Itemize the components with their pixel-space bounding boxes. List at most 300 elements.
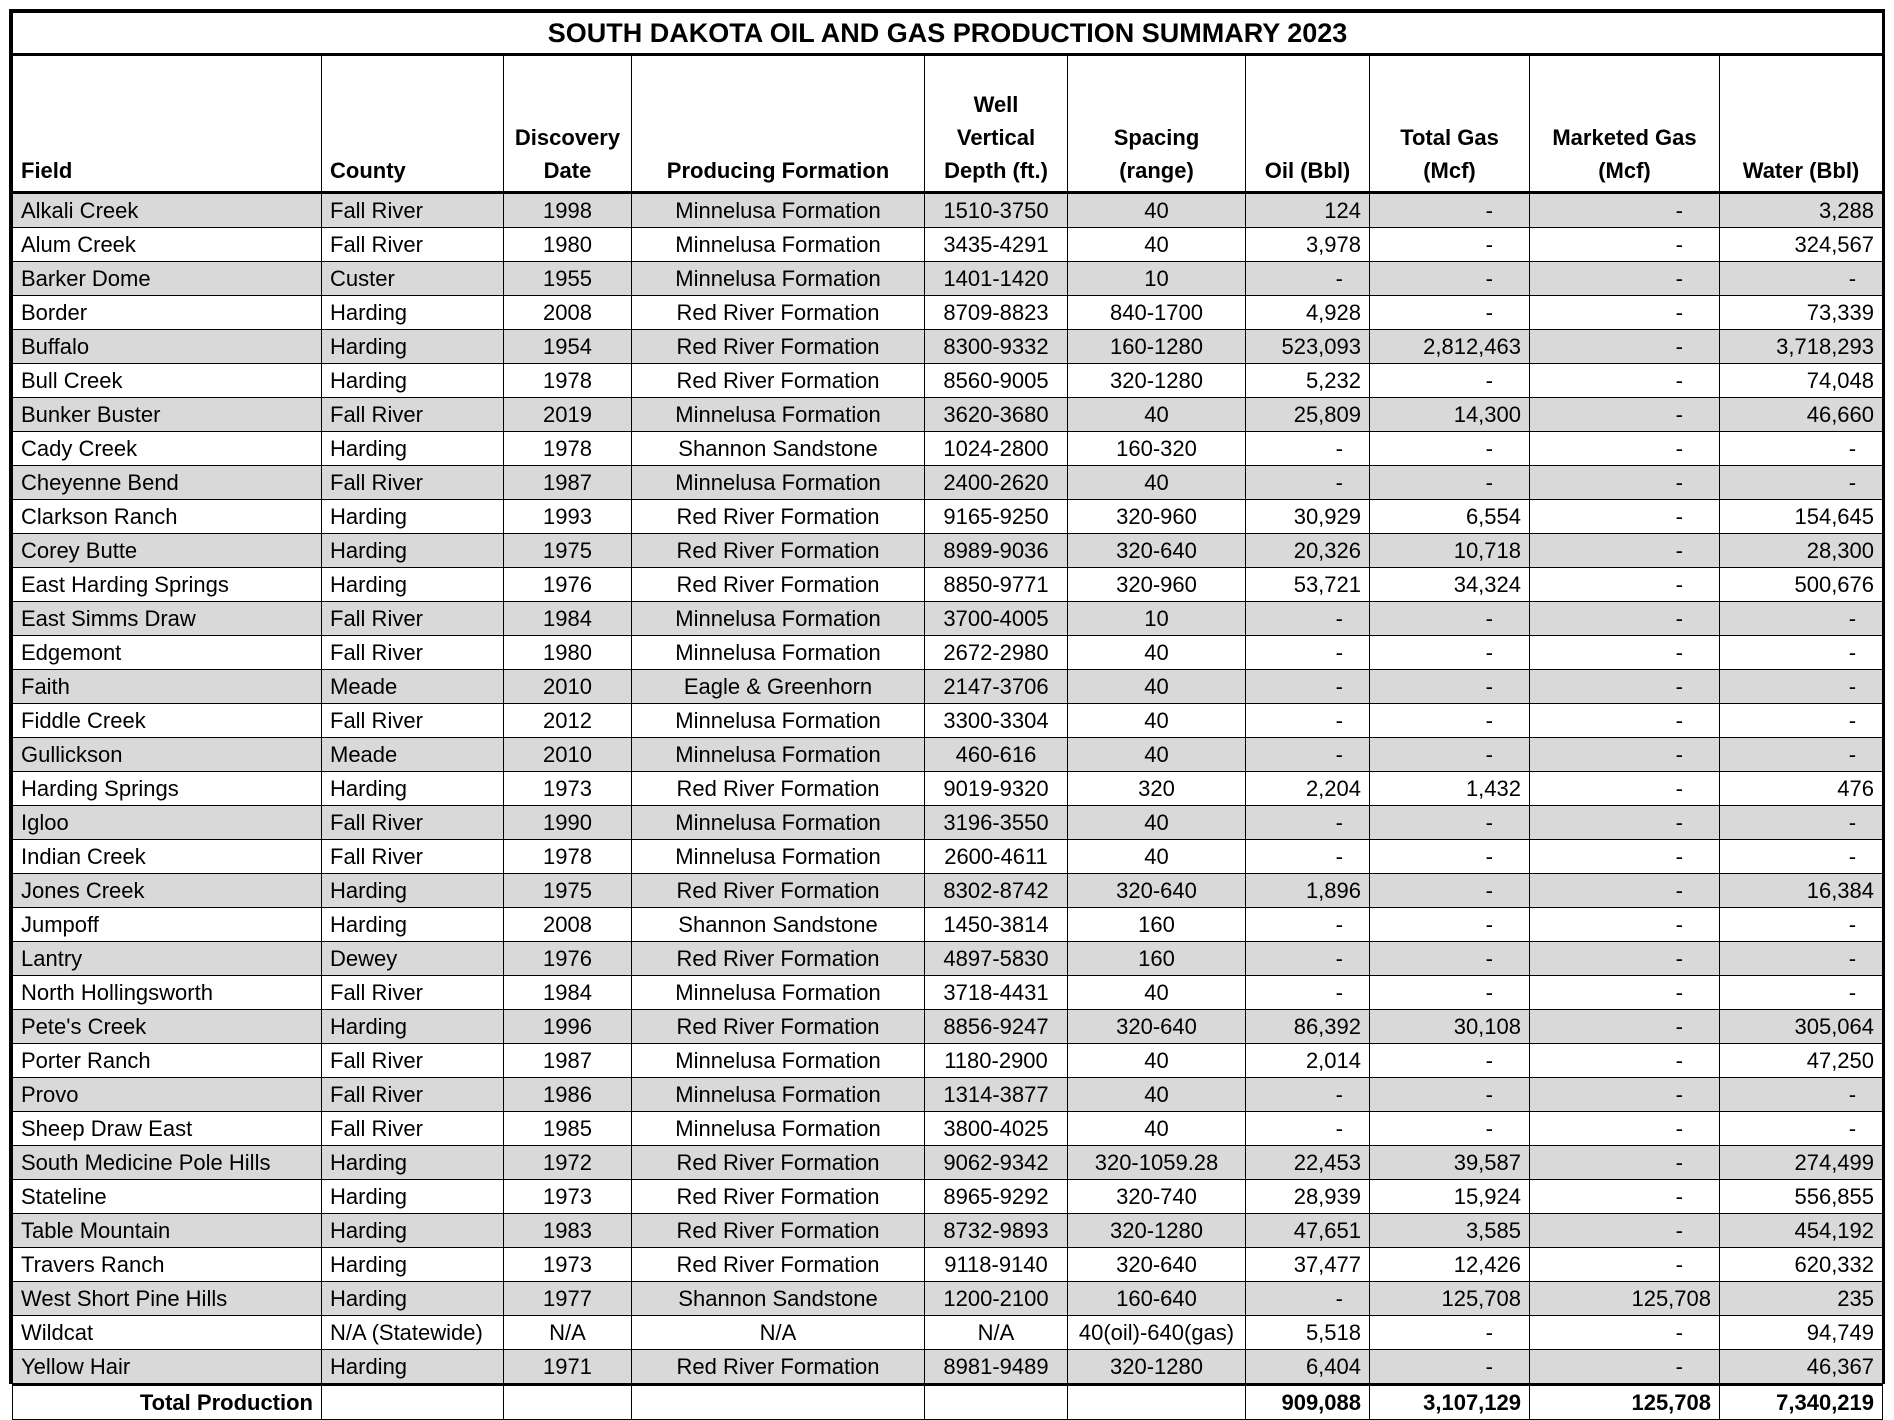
cell-formation: Red River Formation — [632, 772, 925, 806]
cell-marketed-gas: - — [1530, 1146, 1720, 1180]
cell-county: Harding — [322, 432, 504, 466]
cell-spacing: 40 — [1068, 466, 1246, 500]
cell-total-gas: - — [1370, 364, 1530, 398]
cell-spacing: 40 — [1068, 670, 1246, 704]
cell-county: Harding — [322, 1180, 504, 1214]
cell-county: Harding — [322, 1282, 504, 1316]
cell-discovery-date: 1984 — [504, 602, 632, 636]
cell-total-gas: 30,108 — [1370, 1010, 1530, 1044]
cell-total-gas: - — [1370, 1078, 1530, 1112]
cell-discovery-date: 1987 — [504, 466, 632, 500]
cell-formation: Minnelusa Formation — [632, 1112, 925, 1146]
cell-total-gas: - — [1370, 466, 1530, 500]
cell-field: Border — [13, 296, 322, 330]
cell-spacing: 320-640 — [1068, 534, 1246, 568]
cell-discovery-date: 1975 — [504, 534, 632, 568]
cell-field: Harding Springs — [13, 772, 322, 806]
cell-discovery-date: 1984 — [504, 976, 632, 1010]
cell-discovery-date: 1978 — [504, 364, 632, 398]
cell-total-gas: - — [1370, 636, 1530, 670]
cell-marketed-gas: - — [1530, 1010, 1720, 1044]
cell-formation: Red River Formation — [632, 1214, 925, 1248]
cell-field: Barker Dome — [13, 262, 322, 296]
cell-depth: N/A — [925, 1316, 1068, 1350]
cell-depth: 9118-9140 — [925, 1248, 1068, 1282]
cell-marketed-gas: - — [1530, 738, 1720, 772]
cell-field: West Short Pine Hills — [13, 1282, 322, 1316]
cell-county: Fall River — [322, 806, 504, 840]
cell-depth: 8300-9332 — [925, 330, 1068, 364]
cell-total-gas: - — [1370, 738, 1530, 772]
cell-discovery-date: 2008 — [504, 908, 632, 942]
cell-depth: 1510-3750 — [925, 193, 1068, 228]
cell-total-gas: - — [1370, 262, 1530, 296]
cell-formation: Red River Formation — [632, 330, 925, 364]
cell-spacing: 10 — [1068, 262, 1246, 296]
cell-depth: 3300-3304 — [925, 704, 1068, 738]
table-row — [13, 1112, 1883, 1146]
cell-oil: - — [1246, 908, 1370, 942]
cell-discovery-date: 1998 — [504, 193, 632, 228]
header-spacing: Spacing (range) — [1068, 55, 1246, 193]
cell-field: East Harding Springs — [13, 568, 322, 602]
cell-marketed-gas: - — [1530, 568, 1720, 602]
total-gas: 3,107,129 — [1370, 1385, 1530, 1420]
cell-field: Sheep Draw East — [13, 1112, 322, 1146]
cell-water: 46,367 — [1720, 1350, 1883, 1385]
cell-total-gas: - — [1370, 874, 1530, 908]
table-row — [13, 806, 1883, 840]
cell-total-gas: 12,426 — [1370, 1248, 1530, 1282]
cell-discovery-date: 1977 — [504, 1282, 632, 1316]
cell-total-gas: 34,324 — [1370, 568, 1530, 602]
cell-formation: Minnelusa Formation — [632, 398, 925, 432]
cell-depth: 2672-2980 — [925, 636, 1068, 670]
cell-depth: 8981-9489 — [925, 1350, 1068, 1385]
cell-marketed-gas: - — [1530, 1248, 1720, 1282]
cell-discovery-date: 1983 — [504, 1214, 632, 1248]
cell-total-gas: - — [1370, 1112, 1530, 1146]
cell-field: Jumpoff — [13, 908, 322, 942]
cell-marketed-gas: - — [1530, 1180, 1720, 1214]
cell-county: Harding — [322, 568, 504, 602]
cell-field: Wildcat — [13, 1316, 322, 1350]
cell-depth: 460-616 — [925, 738, 1068, 772]
cell-depth: 8302-8742 — [925, 874, 1068, 908]
cell-marketed-gas: - — [1530, 840, 1720, 874]
cell-spacing: 160-1280 — [1068, 330, 1246, 364]
cell-field: Faith — [13, 670, 322, 704]
cell-formation: Red River Formation — [632, 296, 925, 330]
cell-spacing: 40 — [1068, 738, 1246, 772]
table-row — [13, 330, 1883, 364]
cell-water: - — [1720, 738, 1883, 772]
cell-formation: Minnelusa Formation — [632, 976, 925, 1010]
cell-marketed-gas: - — [1530, 670, 1720, 704]
cell-discovery-date: 2012 — [504, 704, 632, 738]
cell-discovery-date: 1973 — [504, 772, 632, 806]
cell-marketed-gas: - — [1530, 193, 1720, 228]
table-row — [13, 840, 1883, 874]
cell-discovery-date: 1996 — [504, 1010, 632, 1044]
table-row — [13, 432, 1883, 466]
cell-field: Stateline — [13, 1180, 322, 1214]
cell-water: - — [1720, 432, 1883, 466]
cell-depth: 1180-2900 — [925, 1044, 1068, 1078]
cell-depth: 2600-4611 — [925, 840, 1068, 874]
cell-county: Fall River — [322, 228, 504, 262]
cell-field: Yellow Hair — [13, 1350, 322, 1385]
cell-discovery-date: 1954 — [504, 330, 632, 364]
cell-total-gas: 2,812,463 — [1370, 330, 1530, 364]
cell-field: Bunker Buster — [13, 398, 322, 432]
cell-oil: 28,939 — [1246, 1180, 1370, 1214]
cell-spacing: 40 — [1068, 806, 1246, 840]
header-discovery-date: Discovery Date — [504, 55, 632, 193]
cell-discovery-date: 1972 — [504, 1146, 632, 1180]
cell-field: Porter Ranch — [13, 1044, 322, 1078]
cell-field: Provo — [13, 1078, 322, 1112]
cell-total-gas: 3,585 — [1370, 1214, 1530, 1248]
cell-water: 3,288 — [1720, 193, 1883, 228]
cell-water: - — [1720, 806, 1883, 840]
cell-marketed-gas: - — [1530, 296, 1720, 330]
table-row — [13, 1180, 1883, 1214]
cell-spacing: 160 — [1068, 942, 1246, 976]
cell-field: Corey Butte — [13, 534, 322, 568]
header-county: County — [322, 55, 504, 193]
cell-county: Harding — [322, 330, 504, 364]
cell-field: North Hollingsworth — [13, 976, 322, 1010]
table-row — [13, 1350, 1883, 1385]
cell-marketed-gas: - — [1530, 262, 1720, 296]
cell-spacing: 320-640 — [1068, 874, 1246, 908]
cell-formation: Red River Formation — [632, 364, 925, 398]
cell-spacing: 160-640 — [1068, 1282, 1246, 1316]
cell-discovery-date: 1975 — [504, 874, 632, 908]
cell-depth: 8732-9893 — [925, 1214, 1068, 1248]
cell-formation: Minnelusa Formation — [632, 636, 925, 670]
cell-field: Buffalo — [13, 330, 322, 364]
table-row — [13, 1146, 1883, 1180]
cell-spacing: 320-960 — [1068, 568, 1246, 602]
cell-water: - — [1720, 466, 1883, 500]
cell-marketed-gas: - — [1530, 772, 1720, 806]
production-summary-sheet — [9, 9, 1885, 1415]
cell-marketed-gas: - — [1530, 1214, 1720, 1248]
cell-field: Alkali Creek — [13, 193, 322, 228]
cell-marketed-gas: - — [1530, 500, 1720, 534]
cell-depth: 8965-9292 — [925, 1180, 1068, 1214]
cell-spacing: 320-1059.28 — [1068, 1146, 1246, 1180]
cell-spacing: 320-1280 — [1068, 1214, 1246, 1248]
cell-county: Harding — [322, 534, 504, 568]
cell-oil: - — [1246, 1078, 1370, 1112]
cell-spacing: 320-1280 — [1068, 1350, 1246, 1385]
cell-depth: 1450-3814 — [925, 908, 1068, 942]
cell-county: Harding — [322, 500, 504, 534]
cell-oil: 2,014 — [1246, 1044, 1370, 1078]
table-row — [13, 1010, 1883, 1044]
cell-total-gas: - — [1370, 908, 1530, 942]
cell-oil: 86,392 — [1246, 1010, 1370, 1044]
cell-spacing: 40(oil)-640(gas) — [1068, 1316, 1246, 1350]
cell-formation: Red River Formation — [632, 1146, 925, 1180]
cell-total-gas: - — [1370, 942, 1530, 976]
cell-oil: 4,928 — [1246, 296, 1370, 330]
table-row — [13, 568, 1883, 602]
table-row — [13, 398, 1883, 432]
header-total-gas: Total Gas (Mcf) — [1370, 55, 1530, 193]
cell-total-gas: - — [1370, 296, 1530, 330]
cell-field: Cheyenne Bend — [13, 466, 322, 500]
cell-discovery-date: 2010 — [504, 738, 632, 772]
cell-marketed-gas: - — [1530, 942, 1720, 976]
table-row — [13, 1248, 1883, 1282]
table-row — [13, 500, 1883, 534]
cell-county: Harding — [322, 1350, 504, 1385]
table-row — [13, 228, 1883, 262]
total-row — [13, 1385, 1883, 1420]
cell-oil: - — [1246, 1282, 1370, 1316]
cell-oil: - — [1246, 670, 1370, 704]
cell-oil: 5,232 — [1246, 364, 1370, 398]
cell-county: Fall River — [322, 398, 504, 432]
cell-water: 73,339 — [1720, 296, 1883, 330]
cell-field: Table Mountain — [13, 1214, 322, 1248]
table-row — [13, 262, 1883, 296]
cell-discovery-date: N/A — [504, 1316, 632, 1350]
cell-marketed-gas: - — [1530, 228, 1720, 262]
cell-county: Meade — [322, 670, 504, 704]
production-table — [12, 12, 1883, 1420]
cell-depth: 8856-9247 — [925, 1010, 1068, 1044]
cell-discovery-date: 1987 — [504, 1044, 632, 1078]
cell-field: Bull Creek — [13, 364, 322, 398]
table-row — [13, 704, 1883, 738]
table-row — [13, 193, 1883, 228]
table-row — [13, 1316, 1883, 1350]
cell-discovery-date: 1978 — [504, 432, 632, 466]
cell-water: - — [1720, 670, 1883, 704]
cell-oil: 1,896 — [1246, 874, 1370, 908]
header-well-depth: Well Vertical Depth (ft.) — [925, 55, 1068, 193]
cell-field: Igloo — [13, 806, 322, 840]
cell-water: - — [1720, 942, 1883, 976]
cell-spacing: 160 — [1068, 908, 1246, 942]
cell-formation: Minnelusa Formation — [632, 1078, 925, 1112]
table-body — [13, 193, 1883, 1385]
cell-formation: Red River Formation — [632, 874, 925, 908]
cell-water: 620,332 — [1720, 1248, 1883, 1282]
cell-depth: 4897-5830 — [925, 942, 1068, 976]
cell-oil: 523,093 — [1246, 330, 1370, 364]
cell-marketed-gas: - — [1530, 398, 1720, 432]
cell-water: 154,645 — [1720, 500, 1883, 534]
cell-depth: 3620-3680 — [925, 398, 1068, 432]
cell-spacing: 40 — [1068, 636, 1246, 670]
cell-water: 305,064 — [1720, 1010, 1883, 1044]
cell-water: 324,567 — [1720, 228, 1883, 262]
header-oil: Oil (Bbl) — [1246, 55, 1370, 193]
cell-field: East Simms Draw — [13, 602, 322, 636]
cell-oil: - — [1246, 432, 1370, 466]
table-row — [13, 908, 1883, 942]
cell-oil: - — [1246, 1112, 1370, 1146]
cell-county: Harding — [322, 1146, 504, 1180]
cell-oil: - — [1246, 704, 1370, 738]
cell-marketed-gas: - — [1530, 364, 1720, 398]
cell-county: Meade — [322, 738, 504, 772]
cell-water: - — [1720, 262, 1883, 296]
cell-water: - — [1720, 704, 1883, 738]
total-water: 7,340,219 — [1720, 1385, 1883, 1420]
cell-water: - — [1720, 1078, 1883, 1112]
cell-water: 500,676 — [1720, 568, 1883, 602]
cell-oil: - — [1246, 636, 1370, 670]
cell-oil: 30,929 — [1246, 500, 1370, 534]
cell-field: Cady Creek — [13, 432, 322, 466]
cell-water: 274,499 — [1720, 1146, 1883, 1180]
cell-formation: Red River Formation — [632, 1350, 925, 1385]
cell-depth: 8850-9771 — [925, 568, 1068, 602]
cell-marketed-gas: - — [1530, 466, 1720, 500]
cell-field: Fiddle Creek — [13, 704, 322, 738]
cell-depth: 9062-9342 — [925, 1146, 1068, 1180]
cell-county: Harding — [322, 1248, 504, 1282]
cell-spacing: 320-1280 — [1068, 364, 1246, 398]
cell-depth: 9165-9250 — [925, 500, 1068, 534]
cell-oil: - — [1246, 602, 1370, 636]
cell-total-gas: - — [1370, 1316, 1530, 1350]
cell-formation: Minnelusa Formation — [632, 1044, 925, 1078]
header-field: Field — [13, 55, 322, 193]
cell-total-gas: - — [1370, 840, 1530, 874]
cell-discovery-date: 1976 — [504, 568, 632, 602]
cell-oil: - — [1246, 806, 1370, 840]
cell-marketed-gas: - — [1530, 908, 1720, 942]
cell-depth: 3800-4025 — [925, 1112, 1068, 1146]
cell-water: - — [1720, 1112, 1883, 1146]
cell-total-gas: - — [1370, 228, 1530, 262]
cell-discovery-date: 2010 — [504, 670, 632, 704]
cell-field: Jones Creek — [13, 874, 322, 908]
cell-depth: 3435-4291 — [925, 228, 1068, 262]
table-row — [13, 534, 1883, 568]
table-row — [13, 296, 1883, 330]
cell-water: - — [1720, 908, 1883, 942]
total-empty-cell — [1068, 1385, 1246, 1420]
cell-oil: - — [1246, 942, 1370, 976]
cell-county: Harding — [322, 364, 504, 398]
table-row — [13, 670, 1883, 704]
cell-marketed-gas: - — [1530, 534, 1720, 568]
cell-spacing: 840-1700 — [1068, 296, 1246, 330]
cell-total-gas: - — [1370, 193, 1530, 228]
cell-water: 235 — [1720, 1282, 1883, 1316]
cell-marketed-gas: - — [1530, 432, 1720, 466]
cell-county: Harding — [322, 296, 504, 330]
cell-total-gas: - — [1370, 806, 1530, 840]
cell-oil: - — [1246, 840, 1370, 874]
cell-oil: - — [1246, 738, 1370, 772]
cell-spacing: 40 — [1068, 1112, 1246, 1146]
cell-water: 47,250 — [1720, 1044, 1883, 1078]
cell-discovery-date: 2019 — [504, 398, 632, 432]
table-row — [13, 636, 1883, 670]
cell-total-gas: 125,708 — [1370, 1282, 1530, 1316]
cell-oil: 124 — [1246, 193, 1370, 228]
cell-formation: Red River Formation — [632, 500, 925, 534]
total-empty-cell — [322, 1385, 504, 1420]
cell-discovery-date: 1985 — [504, 1112, 632, 1146]
cell-discovery-date: 1978 — [504, 840, 632, 874]
cell-formation: Red River Formation — [632, 1248, 925, 1282]
cell-formation: Minnelusa Formation — [632, 193, 925, 228]
cell-field: Pete's Creek — [13, 1010, 322, 1044]
cell-spacing: 320 — [1068, 772, 1246, 806]
cell-discovery-date: 1986 — [504, 1078, 632, 1112]
cell-water: 476 — [1720, 772, 1883, 806]
cell-county: Fall River — [322, 636, 504, 670]
cell-water: - — [1720, 602, 1883, 636]
cell-oil: 2,204 — [1246, 772, 1370, 806]
cell-oil: 5,518 — [1246, 1316, 1370, 1350]
cell-spacing: 320-960 — [1068, 500, 1246, 534]
cell-depth: 3700-4005 — [925, 602, 1068, 636]
cell-depth: 3196-3550 — [925, 806, 1068, 840]
cell-marketed-gas: - — [1530, 874, 1720, 908]
table-row — [13, 1214, 1883, 1248]
cell-county: Fall River — [322, 840, 504, 874]
cell-formation: Minnelusa Formation — [632, 704, 925, 738]
cell-total-gas: - — [1370, 670, 1530, 704]
cell-depth: 1314-3877 — [925, 1078, 1068, 1112]
cell-county: Fall River — [322, 1044, 504, 1078]
cell-spacing: 320-640 — [1068, 1010, 1246, 1044]
cell-formation: Red River Formation — [632, 1180, 925, 1214]
table-row — [13, 466, 1883, 500]
cell-formation: N/A — [632, 1316, 925, 1350]
cell-water: 28,300 — [1720, 534, 1883, 568]
cell-formation: Red River Formation — [632, 942, 925, 976]
cell-spacing: 40 — [1068, 228, 1246, 262]
cell-county: Harding — [322, 772, 504, 806]
cell-depth: 1200-2100 — [925, 1282, 1068, 1316]
cell-depth: 3718-4431 — [925, 976, 1068, 1010]
cell-discovery-date: 1976 — [504, 942, 632, 976]
cell-oil: 37,477 — [1246, 1248, 1370, 1282]
total-empty-cell — [632, 1385, 925, 1420]
cell-water: 556,855 — [1720, 1180, 1883, 1214]
cell-discovery-date: 1971 — [504, 1350, 632, 1385]
cell-depth: 8560-9005 — [925, 364, 1068, 398]
cell-total-gas: 10,718 — [1370, 534, 1530, 568]
cell-oil: 25,809 — [1246, 398, 1370, 432]
cell-formation: Minnelusa Formation — [632, 466, 925, 500]
cell-depth: 2147-3706 — [925, 670, 1068, 704]
cell-spacing: 40 — [1068, 1044, 1246, 1078]
cell-formation: Minnelusa Formation — [632, 602, 925, 636]
cell-spacing: 10 — [1068, 602, 1246, 636]
cell-field: Gullickson — [13, 738, 322, 772]
table-row — [13, 1282, 1883, 1316]
cell-marketed-gas: - — [1530, 1078, 1720, 1112]
cell-formation: Minnelusa Formation — [632, 262, 925, 296]
table-row — [13, 1044, 1883, 1078]
total-label: Total Production — [13, 1385, 322, 1420]
total-empty-cell — [925, 1385, 1068, 1420]
